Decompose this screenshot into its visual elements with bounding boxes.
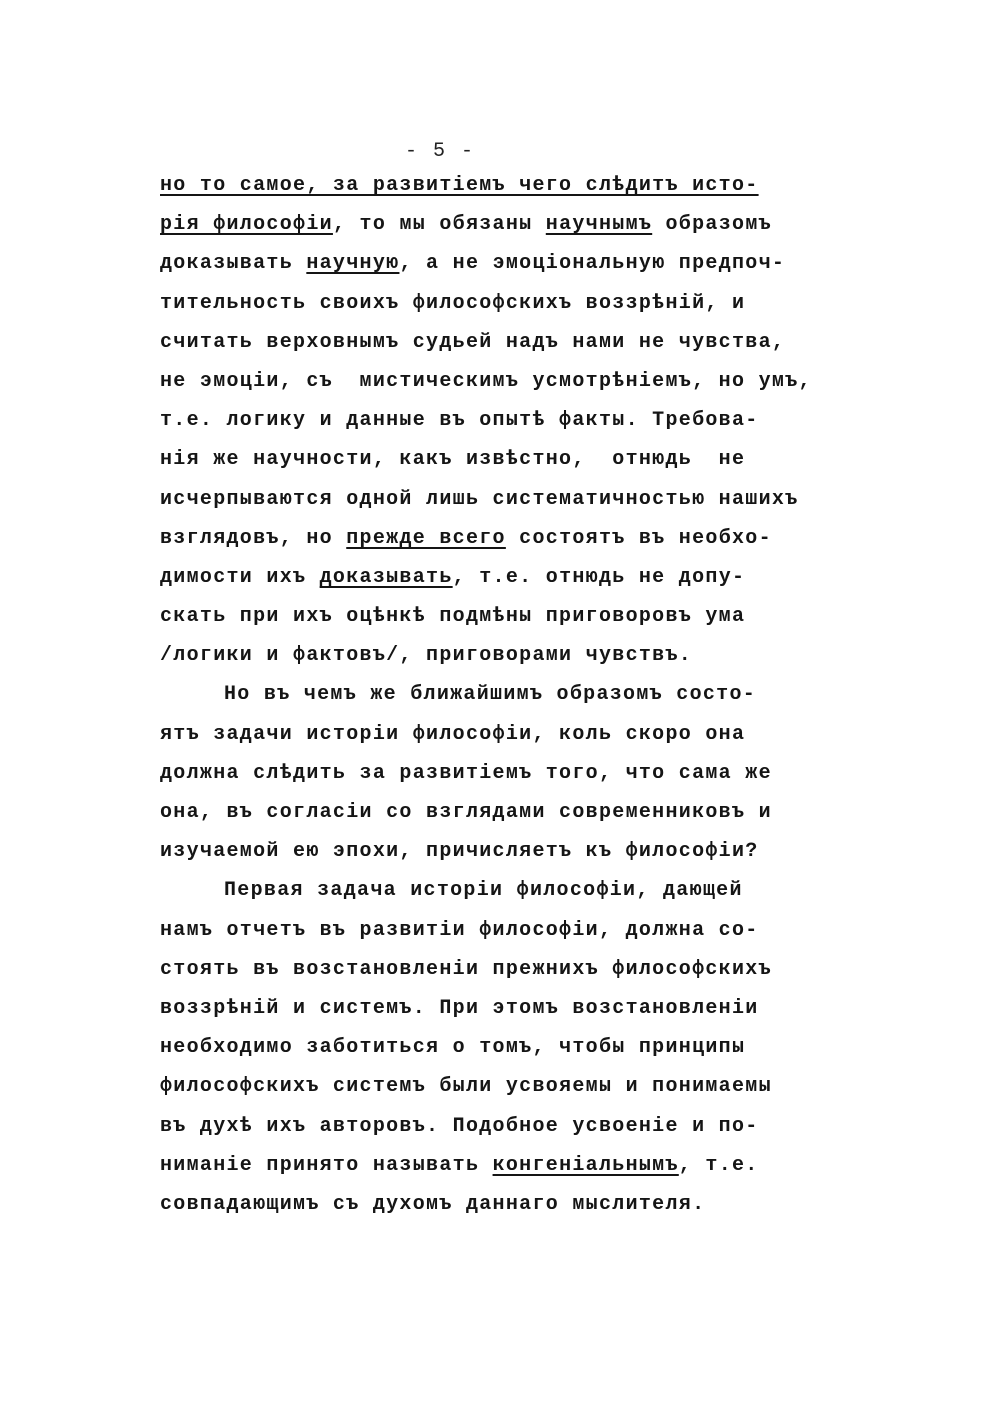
- underlined-text: рія философіи: [160, 213, 333, 237]
- text-segment: исчерпываются одной лишь систематичностью нашихъ: [160, 487, 799, 511]
- text-segment: т.е. логику и данные въ опытѣ факты. Требова-: [160, 409, 759, 433]
- text-line: [160, 252, 812, 291]
- text-segment: намъ отчетъ въ развитіи философіи, должна со-: [160, 918, 759, 942]
- text-segment: , а не эмоціональную предпоч-: [399, 252, 786, 276]
- text-line: [160, 605, 812, 644]
- text-segment: воззрѣній и системъ. При этомъ возстановленіи: [160, 996, 759, 1020]
- text-segment: состоятъ въ необхо-: [505, 526, 772, 550]
- text-line: [160, 997, 812, 1036]
- text-segment: стоять въ возстановленіи прежнихъ философскихъ: [160, 957, 772, 981]
- text-segment: Но въ чемъ же ближайшимъ образомъ состо-: [224, 683, 757, 707]
- paragraph-first-line: [160, 879, 812, 918]
- underlined-text: но то самое, за развитіемъ чего слѣдитъ исто-: [160, 174, 759, 197]
- text-segment: ятъ задачи исторіи философіи, коль скоро она: [160, 722, 746, 746]
- text-segment: /логики и фактовъ/, приговорами чувствъ.: [160, 644, 693, 668]
- text-line: [160, 1115, 812, 1154]
- text-segment: необходимо заботиться о томъ, чтобы принципы: [160, 1036, 746, 1060]
- text-line: [160, 292, 812, 331]
- text-line: [160, 1036, 812, 1075]
- text-segment: доказывать: [160, 252, 307, 276]
- text-segment: образомъ: [652, 213, 772, 237]
- page-number: - 5 -: [405, 140, 476, 163]
- text-segment: въ духѣ ихъ авторовъ. Подобное усвоеніе и по-: [160, 1114, 759, 1138]
- text-segment: димости ихъ: [160, 565, 320, 589]
- underlined-text: доказывать: [319, 565, 453, 589]
- text-segment: взглядовъ, но: [160, 526, 347, 550]
- text-segment: изучаемой ею эпохи, причисляетъ къ философіи?: [160, 840, 759, 864]
- text-line: [160, 801, 812, 840]
- underlined-text: научнымъ: [545, 213, 653, 237]
- text-segment: философскихъ системъ были усвояемы и понимаемы: [160, 1075, 772, 1099]
- text-line: [160, 840, 812, 879]
- text-segment: считать верховнымъ судьей надъ нами не чувства,: [160, 330, 786, 354]
- text-line: [160, 1075, 812, 1114]
- text-segment: , т.е. отнюдь не допу-: [452, 565, 746, 589]
- text-segment: тительность своихъ философскихъ воззрѣній, и: [160, 291, 746, 315]
- text-line: [160, 488, 812, 527]
- underlined-text: прежде всего: [346, 526, 506, 550]
- text-segment: , т.е.: [678, 1153, 759, 1177]
- text-line: [160, 409, 812, 448]
- text-line: [160, 762, 812, 801]
- underlined-text: научную: [306, 252, 400, 276]
- text-line: [160, 566, 812, 605]
- text-line: [160, 1193, 812, 1232]
- text-segment: она, въ согласіи со взглядами современниковъ и: [160, 801, 772, 824]
- body-text: [160, 174, 812, 1232]
- text-segment: должна слѣдить за развитіемъ того, что сама же: [160, 761, 772, 785]
- text-segment: скать при ихъ оцѣнкѣ подмѣны приговоровъ ума: [160, 605, 746, 629]
- text-segment: ниманіе принято называть: [160, 1153, 493, 1177]
- text-line: [160, 919, 812, 958]
- text-line: [160, 174, 812, 213]
- text-segment: не эмоціи, съ мистическимъ усмотрѣніемъ, но умъ,: [160, 369, 812, 393]
- underlined-text: конгеніальнымъ: [492, 1153, 679, 1177]
- text-segment: Первая задача исторіи философіи, дающей: [224, 879, 743, 903]
- text-line: [160, 1154, 812, 1193]
- text-segment: нія же научности, какъ извѣстно, отнюдь не: [160, 448, 746, 472]
- text-line: [160, 370, 812, 409]
- text-line: [160, 213, 812, 252]
- text-segment: , то мы обязаны: [332, 213, 546, 237]
- paragraph-first-line: [160, 683, 812, 722]
- text-line: [160, 723, 812, 762]
- text-line: [160, 448, 812, 487]
- text-line: [160, 958, 812, 997]
- text-line: [160, 331, 812, 370]
- text-segment: совпадающимъ съ духомъ даннаго мыслителя.: [160, 1192, 706, 1216]
- text-line: [160, 644, 812, 683]
- text-line: [160, 527, 812, 566]
